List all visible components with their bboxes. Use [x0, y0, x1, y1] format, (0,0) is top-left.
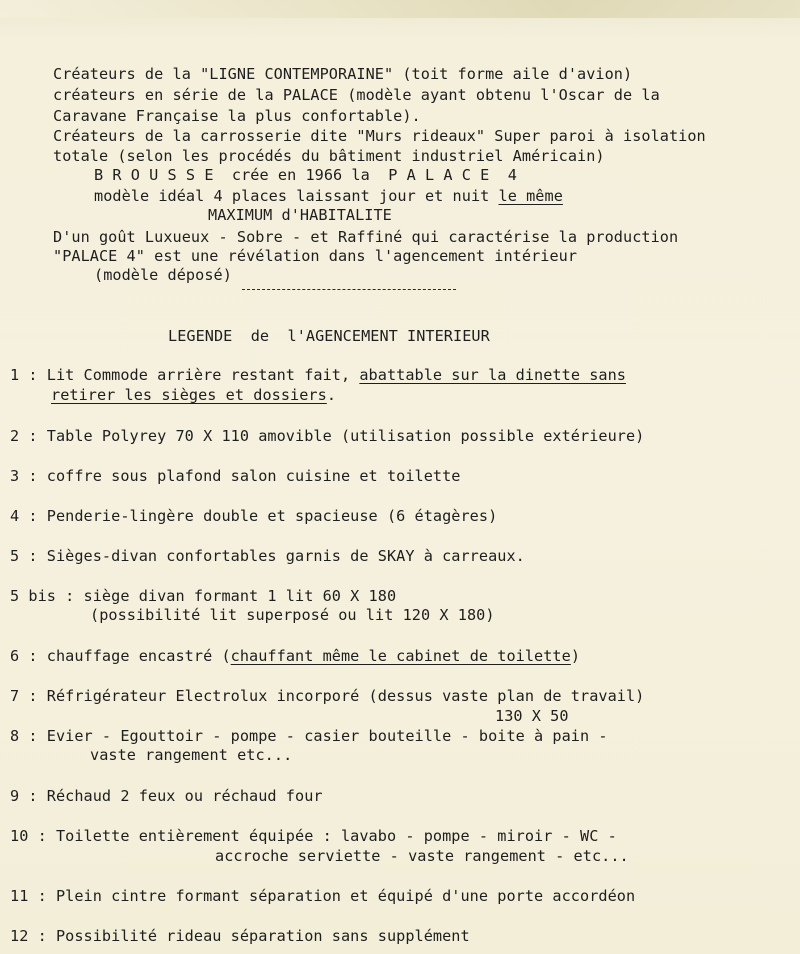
legend-item-2: 2 : Table Polyrey 70 X 110 amovible (utilisation possible extérieure): [10, 427, 645, 445]
legend-item-7-dims: 130 X 50: [495, 707, 569, 725]
intro-line-2: créateurs en série de la PALACE (modèle ayant obtenu l'Oscar de la: [53, 86, 660, 104]
legend-item-6-underlined: chauffant même le cabinet de toilette: [230, 647, 571, 665]
legend-item-1-cont: [51, 385, 336, 405]
legend-item-1-underlined: abattable sur la dinette sans: [359, 366, 626, 384]
legend-item-7: 7 : Réfrigérateur Electrolux incorporé (dessus vaste plan de travail): [10, 687, 645, 705]
legend-item-6-close: ): [570, 647, 581, 665]
legend-item-6-text: 6 : chauffage encastré (: [10, 647, 231, 665]
legend-item-1-text: 1 : Lit Commode arrière restant fait,: [10, 366, 360, 384]
legend-item-1: [10, 365, 626, 385]
legend-item-1-period: .: [326, 386, 337, 404]
legend-item-5bis: 5 bis : siège divan formant 1 lit 60 X 180: [10, 587, 397, 605]
legend-item-9: 9 : Réchaud 2 feux ou réchaud four: [10, 787, 323, 805]
intro-line-1: Créateurs de la "LIGNE CONTEMPORAINE" (toit forme aile d'avion): [53, 65, 633, 83]
intro-line-8: MAXIMUM d'HABITALITE: [208, 206, 392, 224]
separator-dashes: [242, 289, 456, 290]
legend-item-5bis-cont: (possibilité lit superposé ou lit 120 X 180): [90, 606, 495, 624]
legend-item-10-cont: accroche serviette - vaste rangement - etc...: [215, 847, 629, 865]
intro-line-3: Caravane Française la plus confortable).: [53, 107, 421, 125]
legend-item-1-cont-underlined: retirer les sièges et dossiers: [51, 386, 327, 404]
intro-line-7: [94, 186, 563, 206]
intro-line-6: B R O U S S E crée en 1966 la P A L A C E 4: [94, 166, 517, 184]
intro-line-7-underlined: le même: [498, 187, 563, 205]
intro-line-5: totale (selon les procédés du bâtiment industriel Américain): [53, 147, 605, 165]
legend-item-6: [10, 646, 580, 666]
legend-item-8: 8 : Evier - Egouttoir - pompe - casier bouteille - boite à pain -: [10, 727, 608, 745]
legend-title: LEGENDE de l'AGENCEMENT INTERIEUR: [168, 327, 490, 345]
legend-item-8-cont: vaste rangement etc...: [90, 746, 293, 764]
intro-line-9: D'un goût Luxueux - Sobre - et Raffiné qui caractérise la production: [53, 228, 679, 246]
legend-item-3: 3 : coffre sous plafond salon cuisine et toilette: [10, 467, 461, 485]
intro-line-11: (modèle déposé): [94, 266, 232, 284]
legend-item-12: 12 : Possibilité rideau séparation sans supplément: [10, 927, 470, 945]
intro-line-7-text: modèle idéal 4 places laissant jour et nuit: [94, 187, 499, 205]
legend-item-5: 5 : Sièges-divan confortables garnis de SKAY à carreaux.: [10, 547, 525, 565]
legend-item-11: 11 : Plein cintre formant séparation et équipé d'une porte accordéon: [10, 887, 636, 905]
intro-line-4: Créateurs de la carrosserie dite "Murs rideaux" Super paroi à isolation: [53, 127, 706, 145]
legend-item-10: 10 : Toilette entièrement équipée : lavabo - pompe - miroir - WC -: [10, 827, 617, 845]
legend-item-4: 4 : Penderie-lingère double et spacieuse (6 étagères): [10, 507, 498, 525]
intro-line-10: "PALACE 4" est une révélation dans l'agencement intérieur: [53, 247, 578, 265]
paper-edge: [0, 0, 800, 18]
